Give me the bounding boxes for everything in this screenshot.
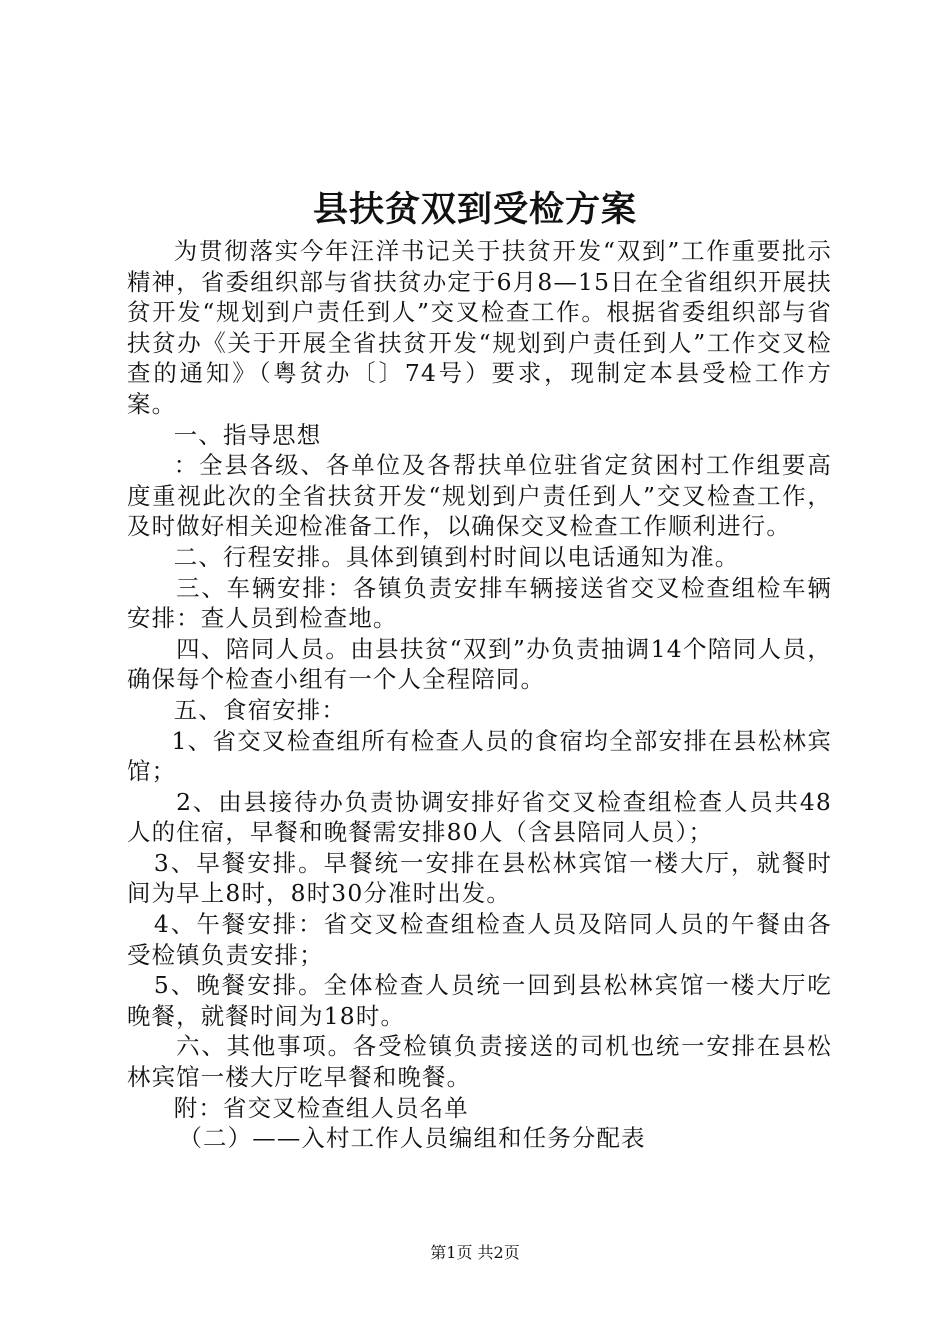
vehicle-paragraph: 三、车辆安排：各镇负责安排车辆接送省交叉检查组检车辆安排：查人员到检查地。 bbox=[127, 573, 832, 633]
accommodation-item-1: 1、省交叉检查组所有检查人员的食宿均全部安排在县松林宾馆； bbox=[127, 726, 832, 786]
section-heading-guiding-principle: 一、指导思想 bbox=[173, 420, 322, 449]
accommodation-item-3: 3、早餐安排。早餐统一安排在县松林宾馆一楼大厅，就餐时间为早上8时，8时30分准时出发。 bbox=[127, 848, 832, 908]
guiding-principle-paragraph: ：全县各级、各单位及各帮扶单位驻省定贫困村工作组要高度重视此次的全省扶贫开发“规划到户责任到人”交叉检查工作，及时做好相关迎检准备工作，以确保交叉检查工作顺利进行。 bbox=[127, 451, 832, 541]
intro-paragraph: 为贯彻落实今年汪洋书记关于扶贫开发“双到”工作重要批示精神，省委组织部与省扶贫办定于6月8—15日在全省组织开展扶贫开发“规划到户责任到人”交叉检查工作。根据省委组织部与省扶贫办《关于开展全省扶贫开发“规划到户责任到人”工作交叉检查的通知》（粤贫办〔〕74号）要求，现制定本县受检工作方案。 bbox=[127, 237, 832, 418]
attachment-line: 附：省交叉检查组人员名单 bbox=[173, 1093, 469, 1122]
accommodation-item-5: 5、晚餐安排。全体检查人员统一回到县松林宾馆一楼大厅吃晚餐，就餐时间为18时。 bbox=[127, 971, 832, 1030]
accommodation-item-4: 4、午餐安排：省交叉检查组检查人员及陪同人员的午餐由各受检镇负责安排； bbox=[127, 910, 832, 969]
accommodation-item-2: 2、由县接待办负责协调安排好省交叉检查组检查人员共48人的住宿，早餐和晚餐需安排80人（含县陪同人员）； bbox=[127, 787, 832, 847]
document-title: 县扶贫双到受检方案 bbox=[312, 189, 637, 230]
document-body bbox=[127, 236, 832, 1154]
attachment-sub-line: （二）——入村工作人员编组和任务分配表 bbox=[178, 1124, 646, 1153]
section-heading-accommodation: 五、食宿安排： bbox=[173, 695, 346, 724]
page-number-footer: 第1页 共2页 bbox=[430, 1243, 520, 1262]
other-matters-paragraph: 六、其他事项。各受检镇负责接送的司机也统一安排在县松林宾馆一楼大厅吃早餐和晚餐。 bbox=[127, 1032, 832, 1092]
escort-paragraph: 四、陪同人员。由县扶贫“双到”办负责抽调14个陪同人员，确保每个检查小组有一个人全程陪同。 bbox=[127, 634, 832, 694]
itinerary-paragraph: 二、行程安排。具体到镇到村时间以电话通知为准。 bbox=[173, 542, 740, 571]
